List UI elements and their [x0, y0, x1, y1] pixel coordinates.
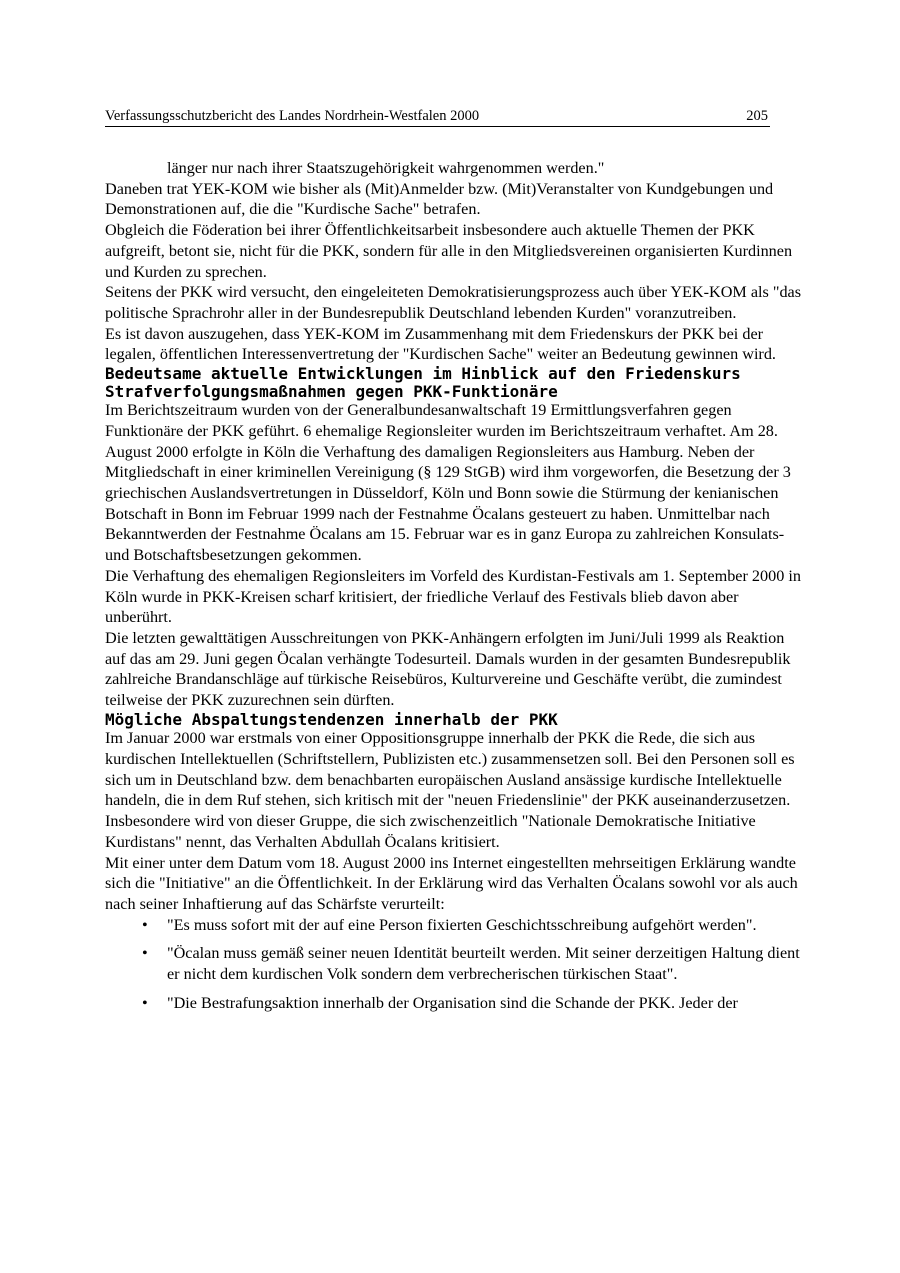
list-item — [105, 943, 805, 984]
section-heading: Bedeutsame aktuelle Entwicklungen im Hinblick auf den Friedenskurs — [105, 364, 741, 384]
list-item-text: "Öcalan muss gemäß seiner neuen Identität beurteilt werden. Mit seiner derzeitigen Haltung dient er nicht dem kurdischen Volk sondern dem verbrecherischen türkischen Staat". — [167, 944, 800, 984]
list-item — [105, 993, 805, 1014]
bullet-icon: • — [142, 993, 148, 1012]
paragraph: Obgleich die Föderation bei ihrer Öffentlichkeitsarbeit insbesondere auch aktuelle Themen der PKK aufgreift, betont sie, nicht für die PKK, sondern für alle in den Mitgliedsvereinen organisierten Kurdinnen und Kurden zu sprechen. — [105, 221, 793, 281]
paragraph: Daneben trat YEK-KOM wie bisher als (Mit)Anmelder bzw. (Mit)Veranstalter von Kundgebungen und Demonstrationen auf, die die "Kurdische Sache" betrafen. — [105, 179, 774, 219]
body-text — [105, 158, 805, 1022]
paragraph: Im Berichtszeitraum wurden von der Generalbundesanwaltschaft 19 Ermittlungsverfahren gegen Funktionäre der PKK geführt. 6 ehemalige Regionsleiter wurden im Berichtszeitraum verhaftet. Am 28. August 2000 erfolgte in Köln die Verhaftung des damaligen Regionsleiters aus Hamburg. Neben der Mitgliedschaft in einer kriminellen Vereinigung (§ 129 StGB) wird ihm vorgeworfen, die Besetzung der 3 griechischen Auslandsvertretungen in Düsseldorf, Köln und Bonn sowie die Stürmung der kenianischen Botschaft in Bonn im Februar 1999 nach der Festnahme Öcalans gesteuert zu haben. Unmittelbar nach Bekanntwerden der Festnahme Öcalans am 15. Februar war es in ganz Europa zu zahlreichen Konsulats- und Botschaftsbesetzungen gekommen. — [105, 401, 791, 565]
section-heading: Mögliche Abspaltungstendenzen innerhalb der PKK — [105, 709, 558, 729]
header-title: Verfassungsschutzbericht des Landes Nordrhein-Westfalen 2000 — [105, 108, 480, 124]
bullet-icon: • — [142, 915, 148, 934]
quote-list — [105, 915, 805, 1014]
list-item-text: "Die Bestrafungsaktion innerhalb der Organisation sind die Schande der PKK. Jeder der — [167, 993, 738, 1012]
paragraph: Es ist davon auszugehen, dass YEK-KOM im Zusammenhang mit dem Friedenskurs der PKK bei der legalen, öffentlichen Interessenvertretung der "Kurdischen Sache" weiter an Bedeutung gewinnen wird. — [105, 324, 776, 364]
bullet-icon: • — [142, 944, 148, 963]
list-item-text: "Es muss sofort mit der auf eine Person fixierten Geschichtsschreibung aufgehört werden". — [167, 915, 757, 934]
running-header — [105, 108, 770, 127]
paragraph: Die Verhaftung des ehemaligen Regionsleiters im Vorfeld des Kurdistan-Festivals am 1. September 2000 in Köln wurde in PKK-Kreisen scharf kritisiert, der friedliche Verlauf des Festivals blieb davon aber unberührt. — [105, 566, 801, 627]
list-item — [105, 915, 805, 936]
paragraph: Im Januar 2000 war erstmals von einer Oppositionsgruppe innerhalb der PKK die Rede, die sich aus kurdischen Intellektuellen (Schriftstellern, Publizisten etc.) zusammensetzen soll. Bei den Personen soll es sich um in Deutschland bzw. dem benachbarten europäischen Ausland ansässige kurdische Intellektuelle handeln, die in dem Ruf stehen, sich kritisch mit der "neuen Friedenslinie" der PKK auseinanderzusetzen. Insbesondere wird von dieser Gruppe, die sich zwischenzeitlich "Nationale Demokratische Initiative Kurdistans" nennt, das Verhalten Abdullah Öcalans kritisiert. — [105, 729, 795, 851]
paragraph: Die letzten gewalttätigen Ausschreitungen von PKK-Anhängern erfolgten im Juni/Juli 1999 als Reaktion auf das am 29. Juni gegen Öcalan verhängte Todesurteil. Damals wurden in der gesamten Bundesrepublik zahlreiche Brandanschläge auf türkische Reisebüros, Kulturvereine und Geschäfte verübt, die zumindest teilweise der PKK zuzurechnen sein dürften. — [105, 628, 791, 710]
paragraph: Mit einer unter dem Datum vom 18. August 2000 ins Internet eingestellten mehrseitigen Erklärung wandte sich die "Initiative" an die Öffentlichkeit. In der Erklärung wird das Verhalten Öcalans sowohl vor als auch nach seiner Inhaftierung auf das Schärfste verurteilt: — [105, 853, 798, 913]
paragraph: Seitens der PKK wird versucht, den eingeleiteten Demokratisierungsprozess auch über YEK-KOM als "das politische Sprachrohr aller in der Bundesrepublik Deutschland lebenden Kurden" voranzutreiben. — [105, 283, 802, 322]
section-heading: Strafverfolgungsmaßnahmen gegen PKK-Funktionäre — [105, 381, 558, 401]
page-number: 205 — [746, 108, 768, 124]
quote-continuation: länger nur nach ihrer Staatszugehörigkeit wahrgenommen werden." — [167, 159, 605, 177]
